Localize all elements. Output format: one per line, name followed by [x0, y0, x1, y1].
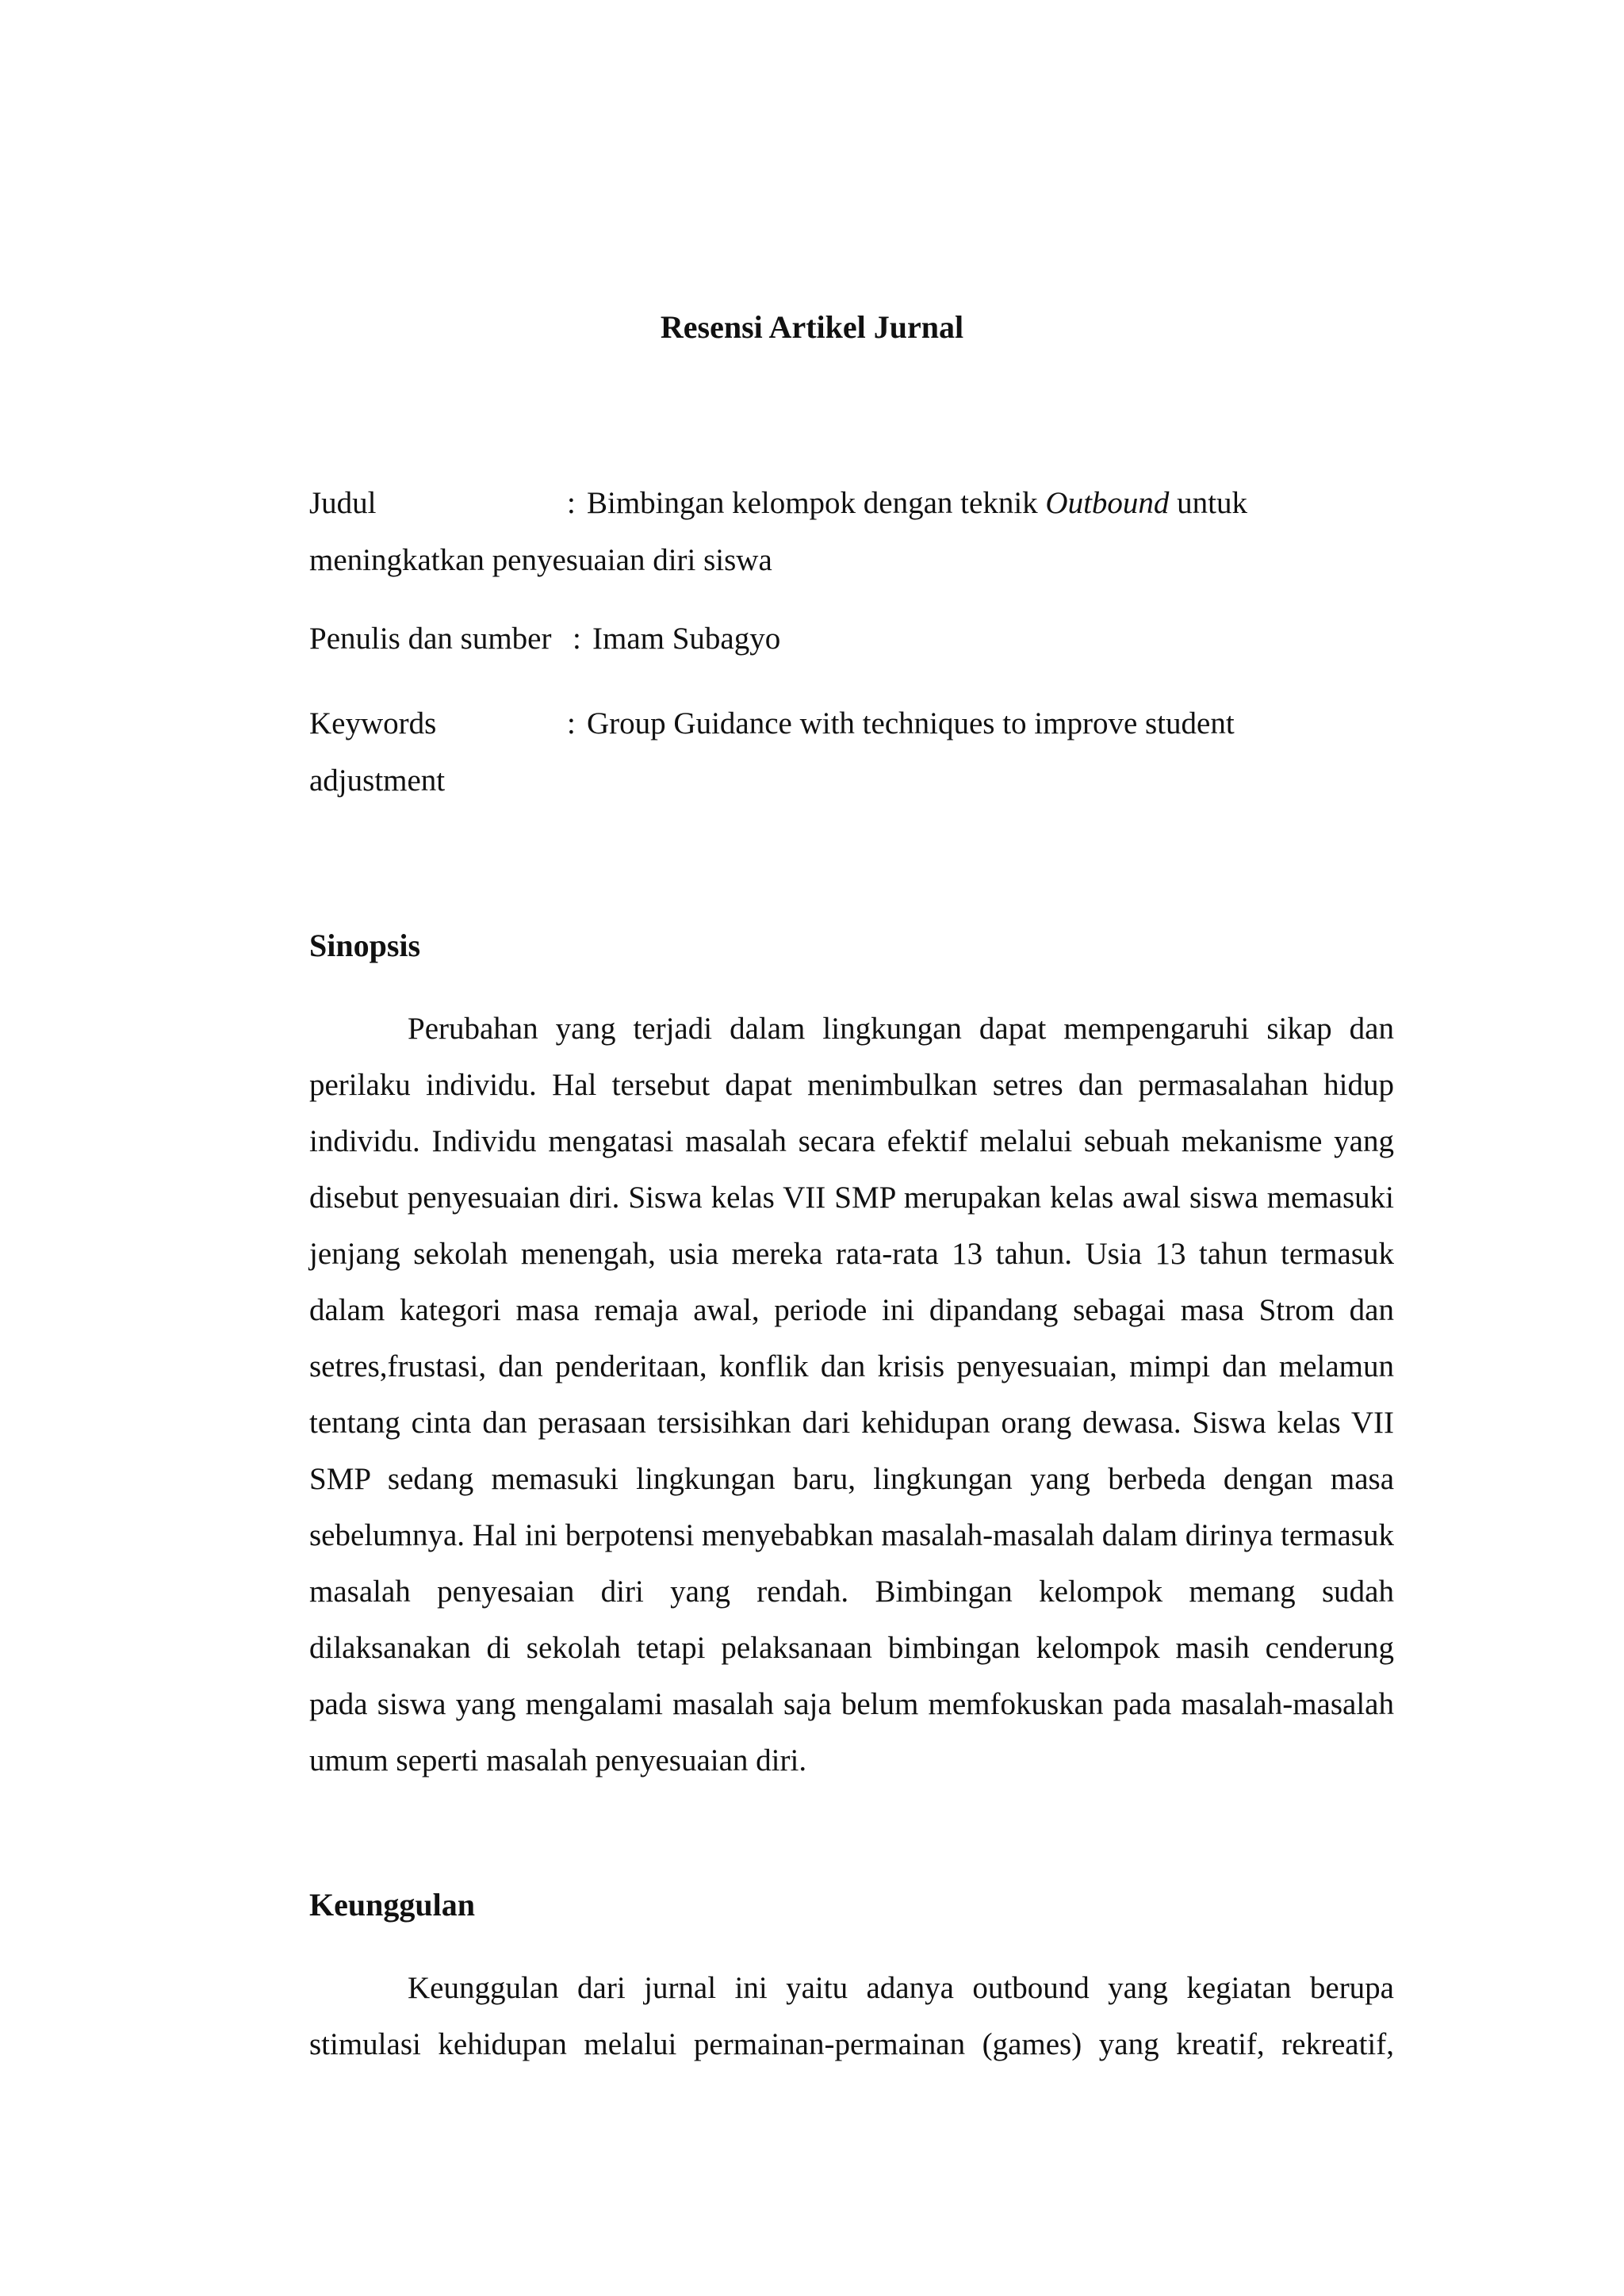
meta-keywords-row	[309, 695, 1281, 809]
section-heading-keunggulan: Keunggulan	[309, 1887, 475, 1923]
meta-title-row	[309, 475, 1281, 589]
meta-colon: :	[573, 622, 581, 656]
meta-label-judul: Judul	[309, 486, 377, 520]
meta-colon: :	[567, 706, 576, 740]
section-paragraph-sinopsis: Perubahan yang terjadi dalam lingkungan dapat mempengaruhi sikap dan perilaku individu. Hal tersebut dapat menimbulkan setres dan permasalahan hidup individu. Individu mengatasi masalah secara efektif melalui sebuah mekanisme yang disebut penyesuaian diri. Siswa kelas VII SMP merupakan kelas awal siswa memasuki jenjang sekolah menengah, usia mereka rata-rata 13 tahun. Usia 13 tahun termasuk dalam kategori masa remaja awal, periode ini dipandang sebagai masa Strom dan setres,frustasi, dan penderitaan, konflik dan krisis penyesuaian, mimpi dan melamun tentang cinta dan perasaan tersisihkan dari kehidupan orang dewasa. Siswa kelas VII SMP sedang memasuki lingkungan baru, lingkungan yang berbeda dengan masa sebelumnya. Hal ini berpotensi menyebabkan masalah-masalah dalam dirinya termasuk masalah penyesaian diri yang rendah. Bimbingan kelompok memang sudah dilaksanakan di sekolah tetapi pelaksanaan bimbingan kelompok masih cenderung pada siswa yang mengalami masalah saja belum memfokuskan pada masalah-masalah umum seperti masalah penyesuaian diri.	[309, 1012, 1394, 1777]
meta-colon: :	[567, 486, 576, 520]
meta-value-penulis: Imam Subagyo	[592, 622, 781, 656]
meta-value-judul-part2: untuk meningkatkan penyesuaian diri siswa	[309, 486, 1248, 577]
meta-author-row	[309, 610, 1281, 668]
meta-value-judul	[309, 475, 1281, 589]
meta-value-judul-italic: Outbound	[1045, 486, 1170, 520]
page-title: Resensi Artikel Jurnal	[660, 309, 964, 345]
meta-label-penulis: Penulis dan sumber	[309, 622, 552, 656]
section-paragraph-keunggulan: Keunggulan dari jurnal ini yaitu adanya outbound yang kegiatan berupa stimulasi kehidupan melalui permainan-permainan (games) yang kreatif, rekreatif,	[309, 1971, 1394, 2061]
meta-value-judul-part1: Bimbingan kelompok dengan teknik	[587, 486, 1046, 520]
meta-label-keywords: Keywords	[309, 706, 437, 740]
meta-value-keywords: Group Guidance with techniques to improve student adjustment	[309, 706, 1235, 798]
section-heading-sinopsis: Sinopsis	[309, 928, 421, 963]
